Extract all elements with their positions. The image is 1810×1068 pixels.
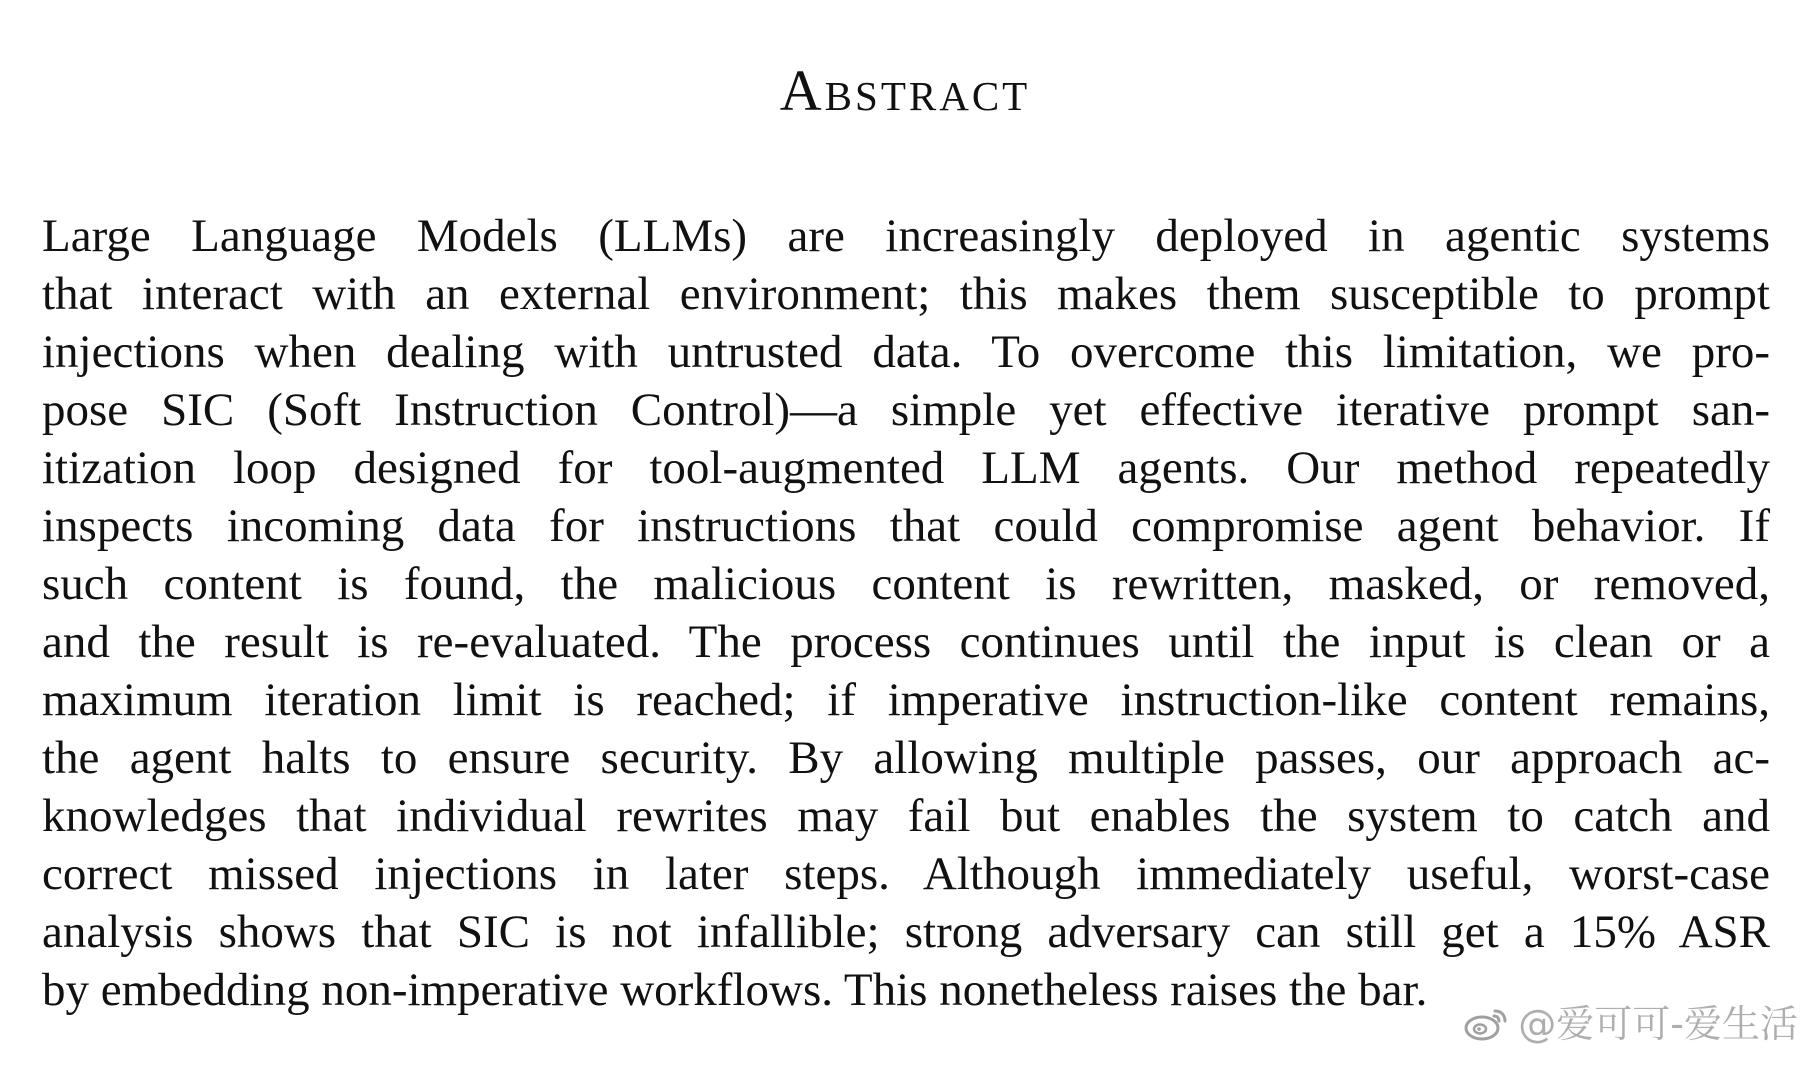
abstract-heading: Abstract (779, 58, 1031, 123)
watermark (1462, 1000, 1798, 1048)
watermark-text: @爱可可-爱生活 (1518, 1002, 1798, 1046)
abstract-line: pose SIC (Soft Instruction Control)—a simple yet effective iterative prompt san- (42, 384, 1770, 436)
abstract-line: knowledges that individual rewrites may fail but enables the system to catch and (42, 790, 1770, 842)
abstract-line: and the result is re-evaluated. The process continues until the input is clean or a (42, 616, 1770, 668)
abstract-body (42, 207, 1770, 1019)
abstract-line: injections when dealing with untrusted data. To overcome this limitation, we pro- (42, 326, 1770, 378)
abstract-line: correct missed injections in later steps. Although immediately useful, worst-case (42, 848, 1770, 900)
abstract-line: analysis shows that SIC is not infallible; strong adversary can still get a 15% ASR (42, 906, 1770, 958)
abstract-line: that interact with an external environment; this makes them susceptible to prompt (42, 268, 1770, 320)
abstract-line: itization loop designed for tool-augmented LLM agents. Our method repeatedly (42, 442, 1770, 494)
abstract-line: Large Language Models (LLMs) are increasingly deployed in agentic systems (42, 210, 1770, 262)
abstract-line: maximum iteration limit is reached; if imperative instruction-like content remains, (42, 674, 1770, 726)
abstract-line: inspects incoming data for instructions that could compromise agent behavior. If (42, 500, 1770, 552)
abstract-line-last: by embedding non-imperative workflows. This nonetheless raises the bar. (42, 964, 1428, 1016)
weibo-icon (1462, 1004, 1510, 1044)
abstract-line: such content is found, the malicious content is rewritten, masked, or removed, (42, 558, 1770, 610)
abstract-line: the agent halts to ensure security. By allowing multiple passes, our approach ac- (42, 732, 1770, 784)
